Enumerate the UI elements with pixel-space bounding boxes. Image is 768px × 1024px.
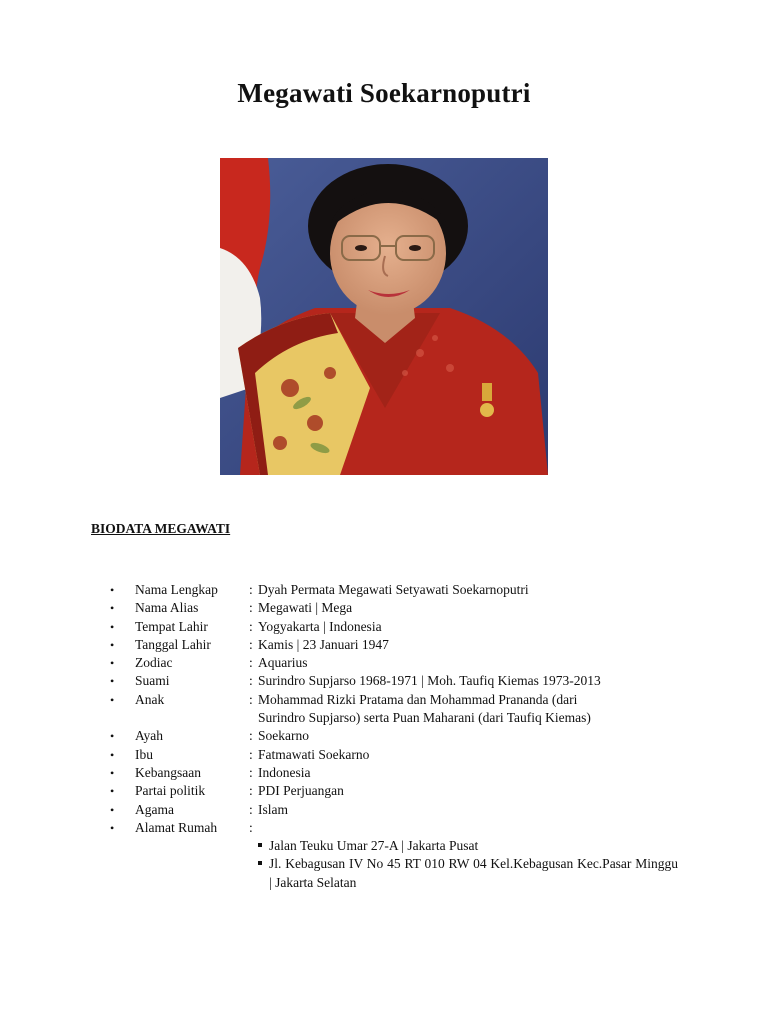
- bio-label: Nama Alias: [135, 600, 199, 616]
- bio-value-line-1: Mohammad Rizki Pratama dan Mohammad Prananda (dari: [258, 691, 578, 707]
- address-list: [258, 837, 678, 892]
- bio-colon: :: [249, 655, 253, 671]
- bio-colon: :: [249, 618, 253, 634]
- bio-value-multiline: [258, 691, 700, 728]
- bio-row-nama-lengkap: [110, 581, 700, 599]
- bullet-icon: •: [110, 820, 115, 835]
- bio-value: Yogyakarta | Indonesia: [258, 618, 382, 634]
- bio-row-alamat-rumah: [110, 819, 700, 837]
- bio-value: Islam: [258, 801, 288, 817]
- bio-value: Megawati | Mega: [258, 600, 353, 616]
- bio-colon: :: [249, 636, 253, 652]
- bio-colon: :: [249, 582, 253, 597]
- bio-row-ayah: [110, 727, 700, 745]
- bio-colon: :: [249, 746, 253, 762]
- bio-label: Ibu: [135, 746, 153, 762]
- bio-value: Indonesia: [258, 764, 311, 780]
- bullet-icon: •: [110, 765, 115, 780]
- bio-label: Agama: [135, 801, 174, 817]
- bio-value: PDI Perjuangan: [258, 783, 344, 799]
- bio-label: Alamat Rumah: [135, 819, 218, 835]
- bio-row-ibu: [110, 746, 700, 764]
- document-title: Megawati Soekarnoputri: [237, 78, 531, 108]
- address-list-container: [110, 837, 700, 892]
- bio-row-anak: [110, 691, 700, 728]
- bio-colon: :: [249, 691, 253, 707]
- bio-label: Suami: [135, 673, 170, 689]
- bio-label: Ayah: [135, 728, 164, 744]
- bio-colon: :: [249, 764, 253, 780]
- bio-colon: :: [249, 801, 253, 817]
- bio-value: Kamis | 23 Januari 1947: [258, 636, 389, 652]
- bio-colon: :: [249, 600, 253, 616]
- square-bullet-icon: [258, 837, 269, 855]
- bio-value: Aquarius: [258, 655, 308, 671]
- bio-colon: :: [249, 728, 253, 744]
- square-bullet-icon: [258, 855, 269, 892]
- bio-label: Kebangsaan: [135, 764, 201, 780]
- bullet-icon: •: [110, 656, 115, 671]
- section-heading: BIODATA MEGAWATI: [91, 521, 231, 536]
- bullet-icon: •: [110, 784, 115, 799]
- bio-row-zodiac: [110, 654, 700, 672]
- bullet-icon: •: [110, 637, 115, 652]
- bio-label: Anak: [135, 691, 165, 707]
- bio-value: [258, 819, 700, 837]
- bio-row-agama: [110, 801, 700, 819]
- bullet-icon: •: [110, 692, 115, 707]
- bio-row-nama-alias: [110, 599, 700, 617]
- portrait-photo: [220, 158, 548, 475]
- bio-label: Zodiac: [135, 655, 173, 671]
- bio-row-tempat-lahir: [110, 618, 700, 636]
- bio-label: Nama Lengkap: [135, 582, 218, 597]
- portrait-illustration: [220, 158, 548, 475]
- bio-colon: :: [249, 819, 253, 835]
- bullet-icon: •: [110, 747, 115, 762]
- bio-row-kebangsaan: [110, 764, 700, 782]
- bio-colon: :: [249, 673, 253, 689]
- bio-row-partai-politik: [110, 782, 700, 800]
- bio-label: Partai politik: [135, 783, 206, 799]
- bullet-icon: •: [110, 802, 115, 817]
- address-item: [258, 837, 678, 855]
- bio-value: Soekarno: [258, 728, 309, 744]
- bullet-icon: •: [110, 583, 115, 597]
- bullet-icon: •: [110, 601, 115, 616]
- address-text: Jalan Teuku Umar 27-A | Jakarta Pusat: [269, 838, 479, 854]
- bio-value: Dyah Permata Megawati Setyawati Soekarnoputri: [258, 582, 529, 597]
- bio-row-tanggal-lahir: [110, 636, 700, 654]
- bio-colon: :: [249, 783, 253, 799]
- address-item: [258, 855, 678, 892]
- bio-label: Tempat Lahir: [135, 618, 208, 634]
- bullet-icon: •: [110, 674, 115, 689]
- bio-value: Fatmawati Soekarno: [258, 746, 370, 762]
- bio-label: Tanggal Lahir: [135, 636, 211, 652]
- bullet-icon: •: [110, 729, 115, 744]
- biodata-list: [110, 581, 700, 892]
- address-text: Jl. Kebagusan IV No 45 RT 010 RW 04 Kel.Kebagusan Kec.Pasar Minggu | Jakarta Selatan: [269, 856, 678, 890]
- bio-value-line-2: Surindro Supjarso) serta Puan Maharani (dari Taufiq Kiemas): [258, 710, 591, 726]
- bio-value: Surindro Supjarso 1968-1971 | Moh. Taufiq Kiemas 1973-2013: [258, 673, 601, 689]
- bio-row-suami: [110, 672, 700, 690]
- bullet-icon: •: [110, 619, 115, 634]
